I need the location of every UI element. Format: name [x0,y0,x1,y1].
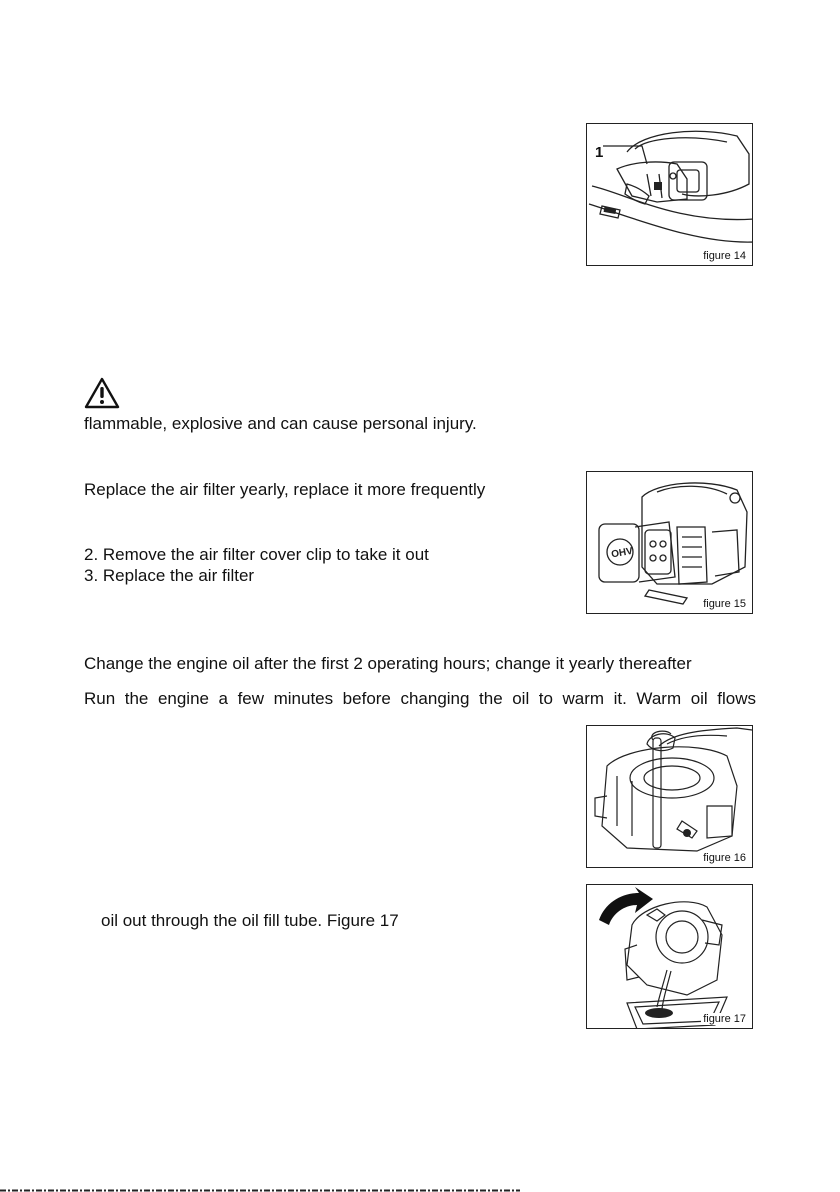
figure-16-illustration [587,726,753,868]
oil-warm-up-text: Run the engine a few minutes before changing the oil to warm it. Warm oil flows [84,689,756,708]
air-filter-step-3: 3. Replace the air filter [84,566,255,585]
air-filter-step-2: 2. Remove the air filter cover clip to take it out [84,545,429,564]
figure-17-illustration [587,885,753,1029]
figure-15-illustration [587,472,753,614]
svg-text:OHV: OHV [610,545,634,561]
figure-15-caption: figure 15 [703,598,746,610]
tilt-arrow-icon [599,887,653,925]
figure-14-caption: figure 14 [703,250,746,262]
figure-16-caption: figure 16 [703,852,746,864]
figure-16 [586,725,753,868]
figure-14 [586,123,753,266]
figure-15 [586,471,753,614]
oil-drain-text: oil out through the oil fill tube. Figure 17 [101,911,399,930]
figure-14-callout: 1 [595,144,604,161]
oil-change-interval: Change the engine oil after the first 2 operating hours; change it yearly thereafter [84,654,692,673]
figure-17-caption: figure 17 [703,1013,746,1025]
warning-text: flammable, explosive and can cause personal injury. [84,414,477,433]
figure-14-illustration [587,124,753,266]
air-filter-intro: Replace the air filter yearly, replace it more frequently [84,480,486,499]
warning-triangle-icon [84,376,120,410]
figure-17 [586,884,753,1029]
